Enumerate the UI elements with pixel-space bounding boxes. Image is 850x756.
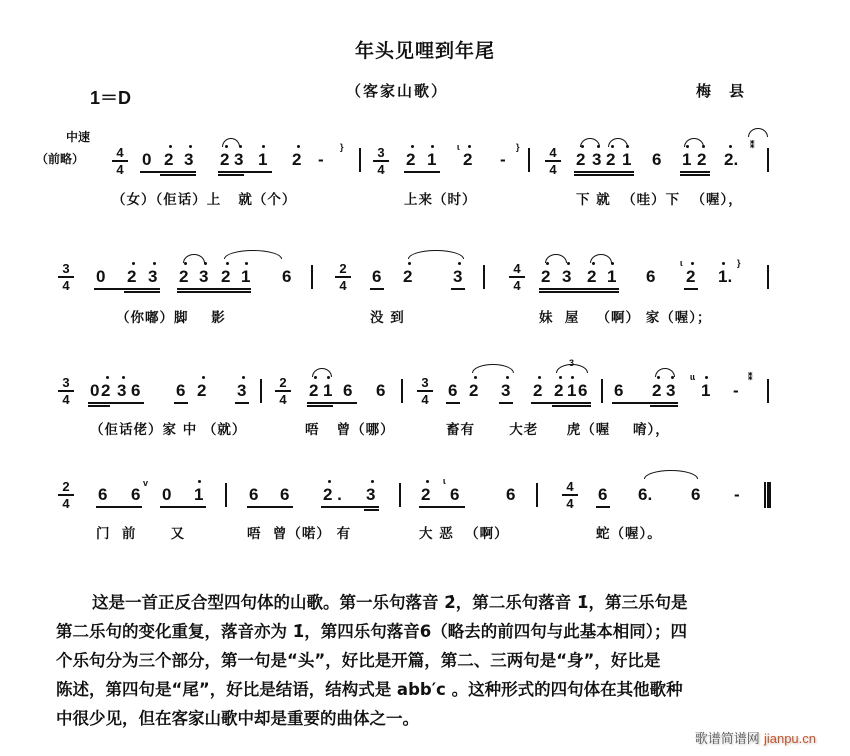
- lyrics: 大 恶 （啊）: [419, 526, 509, 542]
- watermark: [695, 728, 816, 747]
- note: 1: [258, 150, 268, 169]
- score-row-3: 3 4 0 2 3 6 6 2 3 2 4 2 1 6 6 3 4 6 2 3 2 3 2 1 6 6 2 3 ɩɩ 1 - ⁑ （佢话佬）家 中 （就） 唔 曾（哪） 畜有 大老 虎（喔 唷），: [0, 350, 850, 450]
- lyrics: 上来（时）: [404, 192, 477, 208]
- time-signature: 2 4: [275, 376, 291, 406]
- score-row-4: 2 4 6 6 v 0 1 6 6 2 . 3 2 ɩ 6 6 4 4 6 6. 6 - 门 前 又 唔 曾（喏） 有 大 恶 （啊） 蛇（喔）。: [0, 462, 850, 562]
- time-signature: 3 4: [373, 146, 389, 176]
- commentary-line: 陈述，第四句是“尾”，好比是结语，结构式是 abb′c 。这种形式的四句体在其他歌种: [56, 680, 683, 699]
- watermark-cn: 歌谱简谱网: [694, 732, 760, 747]
- lyrics: （女）（佢话）上 就（个）: [112, 192, 297, 208]
- lyrics: 妹 屋 （啊） 家（喔）；: [539, 310, 712, 326]
- region-label: 梅县: [696, 82, 763, 100]
- lyrics: 门 前 又: [96, 526, 186, 542]
- time-signature: 4 4: [509, 262, 525, 292]
- lyrics: 蛇（喔）。: [596, 526, 662, 542]
- genre-label: （客家山歌）: [346, 82, 449, 100]
- time-signature: 3 4: [58, 376, 74, 406]
- dash: -: [318, 150, 324, 169]
- key-signature: 1＝D: [90, 88, 132, 108]
- note: 3: [234, 150, 244, 169]
- lyrics: 唔 曾（哪）: [305, 422, 395, 438]
- lyrics: （佢话佬）家 中 （就）: [90, 422, 247, 438]
- final-barline: [764, 482, 771, 508]
- time-signature: 4 4: [562, 480, 578, 510]
- lyrics: 畜有 大老 虎（喔 唷），: [446, 422, 670, 438]
- song-title: 年头见哩到年尾: [354, 40, 495, 62]
- score-row-2: 3 4 0 2 3 2 3 2 1 6 2 4 6 2 3 4 4 2 3 2 1 6 ɩ 2 1. } （你嘟）脚 影 没 到 妹 屋 （啊） 家（喔）；: [0, 236, 850, 336]
- commentary-line: 中很少见，但在客家山歌中却是重要的曲体之一。: [56, 709, 419, 728]
- commentary-line: 这是一首正反合型四句体的山歌。第一乐句落音 2̇，第二乐句落音 1̇，第三乐句是: [92, 593, 688, 612]
- time-signature: 2 4: [58, 480, 74, 510]
- lyrics: （你嘟）脚 影: [116, 310, 226, 326]
- note: 0: [142, 150, 152, 169]
- lyrics: 下 就 （哇）下 （喔），: [576, 192, 743, 208]
- note: 2: [164, 150, 174, 169]
- note: 2: [292, 150, 302, 169]
- time-signature: 4 4: [545, 146, 561, 176]
- commentary-line: 个乐句分为三个部分，第一句是“头”，好比是开篇，第二、三两句是“身”，好比是: [56, 651, 661, 670]
- tempo-marking: 中速: [66, 130, 91, 144]
- commentary-line: 第二乐句的变化重复，落音亦为 1̇，第四乐句落音6（略去的前四句与此基本相同）；四: [56, 622, 687, 641]
- time-signature: 2 4: [335, 262, 351, 292]
- time-signature: 3 4: [417, 376, 433, 406]
- omitted-note: （前略）: [36, 152, 85, 166]
- note: 3: [184, 150, 194, 169]
- note: 2: [220, 150, 230, 169]
- watermark-en: jianpu.cn: [763, 731, 816, 746]
- time-signature: 4 4: [112, 146, 128, 176]
- time-signature: 3 4: [58, 262, 74, 292]
- commentary: [56, 588, 802, 733]
- score-row-1: 4 4 0 2 3 2 3 1 2 - } 3 4 2 1 ɩ 2 - } 4 4 2 3 2 1 6 1 2 2. ⁑ （女）（佢话）上 就（个） 上来（时） 下 就 （哇）下 （喔），: [0, 120, 850, 220]
- lyrics: 没 到: [370, 310, 405, 326]
- lyrics: 唔 曾（喏） 有: [247, 526, 352, 542]
